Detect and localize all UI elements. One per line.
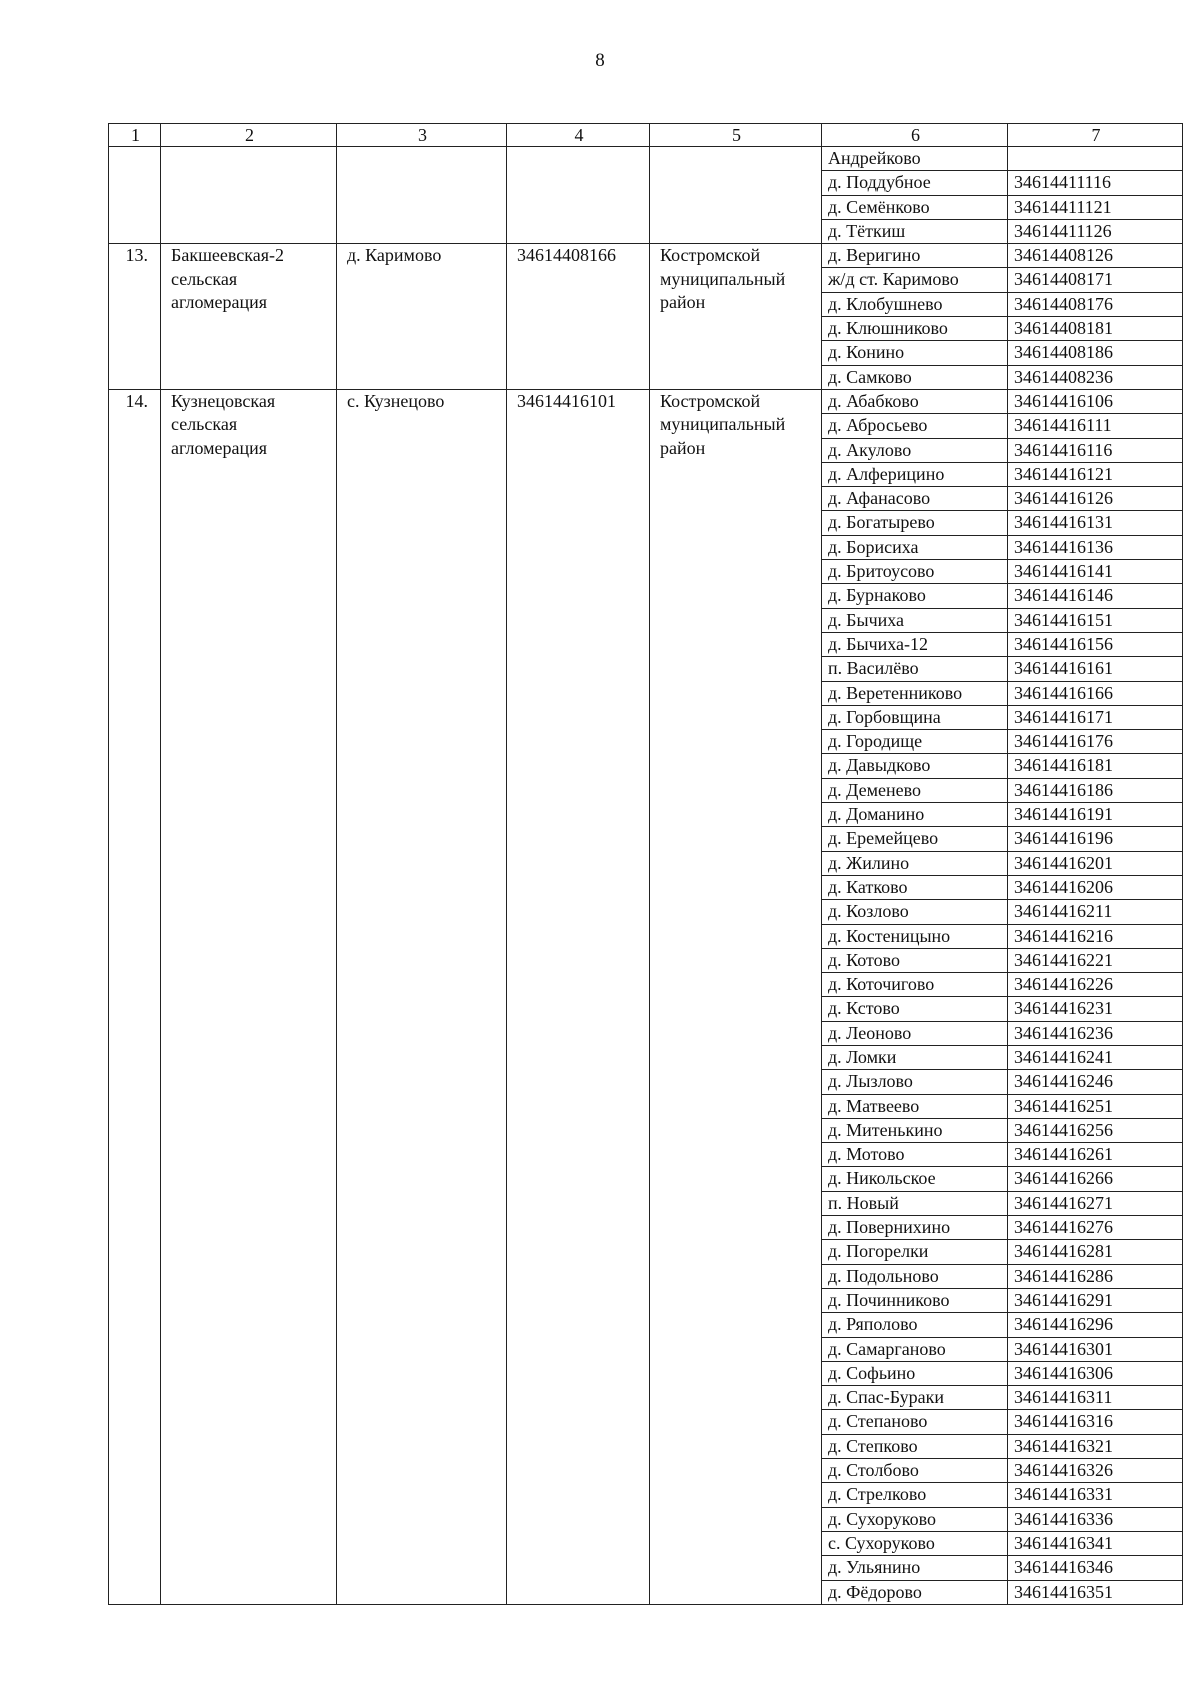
place-code-cell: 34614416321 <box>1008 1434 1183 1458</box>
place-code-cell: 34614416106 <box>1008 389 1183 413</box>
column-header: 2 <box>161 124 337 147</box>
agglomeration-center-code: 34614408166 <box>507 244 650 390</box>
place-name-cell: д. Семёнково <box>822 195 1008 219</box>
column-header: 3 <box>337 124 507 147</box>
name-cell <box>161 147 337 244</box>
table-header-row <box>109 124 1183 147</box>
place-name-cell: д. Жилино <box>822 851 1008 875</box>
place-name-cell: д. Доманино <box>822 803 1008 827</box>
place-code-cell: 34614416176 <box>1008 730 1183 754</box>
place-name-cell: д. Еремейцево <box>822 827 1008 851</box>
place-name-cell: д. Лызлово <box>822 1070 1008 1094</box>
place-name-cell: д. Ульянино <box>822 1556 1008 1580</box>
place-name-cell: д. Клюшниково <box>822 317 1008 341</box>
place-code-cell: 34614408176 <box>1008 292 1183 316</box>
place-code-cell: 34614416141 <box>1008 560 1183 584</box>
place-name-cell: д. Конино <box>822 341 1008 365</box>
place-code-cell: 34614416331 <box>1008 1483 1183 1507</box>
place-code-cell: 34614416156 <box>1008 632 1183 656</box>
place-code-cell: 34614416266 <box>1008 1167 1183 1191</box>
column-header: 6 <box>822 124 1008 147</box>
column-header: 7 <box>1008 124 1183 147</box>
place-name-cell: д. Погорелки <box>822 1240 1008 1264</box>
agglomeration-district: Костромской муниципальный район <box>650 244 822 390</box>
place-code-cell: 34614416166 <box>1008 681 1183 705</box>
place-code-cell: 34614416316 <box>1008 1410 1183 1434</box>
table-row <box>109 244 1183 268</box>
district-cell <box>650 147 822 244</box>
place-name-cell: д. Борисиха <box>822 535 1008 559</box>
place-code-cell: 34614416311 <box>1008 1386 1183 1410</box>
place-code-cell: 34614416286 <box>1008 1264 1183 1288</box>
place-name-cell: п. Новый <box>822 1191 1008 1215</box>
place-name-cell: д. Подольново <box>822 1264 1008 1288</box>
place-code-cell: 34614416241 <box>1008 1045 1183 1069</box>
agglomeration-name: Кузнецовская сельская агломерация <box>161 389 337 1604</box>
agglomeration-district: Костромской муниципальный район <box>650 389 822 1604</box>
place-name-cell: д. Абабково <box>822 389 1008 413</box>
place-code-cell: 34614416191 <box>1008 803 1183 827</box>
place-name-cell: д. Повернихино <box>822 1216 1008 1240</box>
place-name-cell: д. Бритоусово <box>822 560 1008 584</box>
place-code-cell: 34614416206 <box>1008 875 1183 899</box>
place-code-cell: 34614416301 <box>1008 1337 1183 1361</box>
place-name-cell: д. Алферицино <box>822 462 1008 486</box>
place-name-cell: д. Давыдково <box>822 754 1008 778</box>
place-name-cell: д. Клобушнево <box>822 292 1008 316</box>
place-code-cell: 34614408236 <box>1008 365 1183 389</box>
agglomeration-center-code: 34614416101 <box>507 389 650 1604</box>
place-code-cell: 34614411126 <box>1008 219 1183 243</box>
place-code-cell: 34614416216 <box>1008 924 1183 948</box>
place-code-cell: 34614416151 <box>1008 608 1183 632</box>
place-name-cell: д. Митенькино <box>822 1118 1008 1142</box>
place-code-cell: 34614416211 <box>1008 900 1183 924</box>
place-name-cell: д. Степаново <box>822 1410 1008 1434</box>
place-name-cell: ж/д ст. Каримово <box>822 268 1008 292</box>
place-code-cell: 34614411121 <box>1008 195 1183 219</box>
page-number: 8 <box>595 50 605 71</box>
place-code-cell: 34614416181 <box>1008 754 1183 778</box>
place-name-cell: д. Акулово <box>822 438 1008 462</box>
place-code-cell: 34614416131 <box>1008 511 1183 535</box>
place-code-cell: 34614416201 <box>1008 851 1183 875</box>
place-code-cell: 34614416136 <box>1008 535 1183 559</box>
table-row <box>109 389 1183 413</box>
place-code-cell: 34614416341 <box>1008 1531 1183 1555</box>
place-code-cell: 34614416236 <box>1008 1021 1183 1045</box>
place-name-cell: д. Веригино <box>822 244 1008 268</box>
place-name-cell: д. Бычиха <box>822 608 1008 632</box>
place-name-cell: с. Сухоруково <box>822 1531 1008 1555</box>
place-code-cell: 34614416196 <box>1008 827 1183 851</box>
place-name-cell: д. Тёткиш <box>822 219 1008 243</box>
place-code-cell: 34614416296 <box>1008 1313 1183 1337</box>
place-name-cell: д. Веретенниково <box>822 681 1008 705</box>
column-header: 1 <box>109 124 161 147</box>
place-name-cell: д. Кстово <box>822 997 1008 1021</box>
place-code-cell <box>1008 147 1183 171</box>
column-header: 5 <box>650 124 822 147</box>
place-code-cell: 34614416251 <box>1008 1094 1183 1118</box>
place-name-cell: д. Степково <box>822 1434 1008 1458</box>
place-name-cell: д. Горбовщина <box>822 705 1008 729</box>
place-code-cell: 34614416226 <box>1008 973 1183 997</box>
place-name-cell: Андрейково <box>822 147 1008 171</box>
place-name-cell: д. Бурнаково <box>822 584 1008 608</box>
place-name-cell: д. Коточигово <box>822 973 1008 997</box>
agglomeration-table <box>108 123 1183 1605</box>
place-code-cell: 34614416221 <box>1008 948 1183 972</box>
place-name-cell: д. Ломки <box>822 1045 1008 1069</box>
place-code-cell: 34614408171 <box>1008 268 1183 292</box>
place-name-cell: д. Афанасово <box>822 487 1008 511</box>
agglomeration-center: д. Каримово <box>337 244 507 390</box>
place-name-cell: д. Софьино <box>822 1361 1008 1385</box>
place-code-cell: 34614408126 <box>1008 244 1183 268</box>
place-name-cell: д. Матвеево <box>822 1094 1008 1118</box>
place-code-cell: 34614416161 <box>1008 657 1183 681</box>
place-code-cell: 34614416261 <box>1008 1143 1183 1167</box>
place-name-cell: д. Самково <box>822 365 1008 389</box>
column-header: 4 <box>507 124 650 147</box>
place-name-cell: д. Абросьево <box>822 414 1008 438</box>
place-name-cell: д. Богатырево <box>822 511 1008 535</box>
agglomeration-number: 13. <box>109 244 161 390</box>
place-code-cell: 34614416291 <box>1008 1288 1183 1312</box>
place-code-cell: 34614416336 <box>1008 1507 1183 1531</box>
place-name-cell: д. Котово <box>822 948 1008 972</box>
center-code-cell <box>507 147 650 244</box>
place-name-cell: д. Козлово <box>822 900 1008 924</box>
place-name-cell: д. Починниково <box>822 1288 1008 1312</box>
place-name-cell: д. Городище <box>822 730 1008 754</box>
agglomeration-name: Бакшеевская-2 сельская агломерация <box>161 244 337 390</box>
place-name-cell: д. Бычиха-12 <box>822 632 1008 656</box>
place-code-cell: 34614416326 <box>1008 1459 1183 1483</box>
place-code-cell: 34614416246 <box>1008 1070 1183 1094</box>
place-code-cell: 34614416306 <box>1008 1361 1183 1385</box>
agglomeration-number: 14. <box>109 389 161 1604</box>
place-name-cell: д. Никольское <box>822 1167 1008 1191</box>
place-name-cell: д. Леоново <box>822 1021 1008 1045</box>
place-code-cell: 34614416126 <box>1008 487 1183 511</box>
place-name-cell: д. Костеницыно <box>822 924 1008 948</box>
place-name-cell: д. Сухоруково <box>822 1507 1008 1531</box>
place-code-cell: 34614408181 <box>1008 317 1183 341</box>
place-name-cell: д. Поддубное <box>822 171 1008 195</box>
place-code-cell: 34614416351 <box>1008 1580 1183 1604</box>
table-row <box>109 147 1183 171</box>
place-code-cell: 34614416186 <box>1008 778 1183 802</box>
place-name-cell: д. Самарганово <box>822 1337 1008 1361</box>
place-code-cell: 34614416281 <box>1008 1240 1183 1264</box>
place-name-cell: д. Катково <box>822 875 1008 899</box>
place-name-cell: д. Спас-Бураки <box>822 1386 1008 1410</box>
place-code-cell: 34614416271 <box>1008 1191 1183 1215</box>
place-name-cell: д. Фёдорово <box>822 1580 1008 1604</box>
place-code-cell: 34614408186 <box>1008 341 1183 365</box>
place-name-cell: п. Василёво <box>822 657 1008 681</box>
num-cell <box>109 147 161 244</box>
place-name-cell: д. Стрелково <box>822 1483 1008 1507</box>
place-name-cell: д. Столбово <box>822 1459 1008 1483</box>
place-code-cell: 34614416146 <box>1008 584 1183 608</box>
place-code-cell: 34614416171 <box>1008 705 1183 729</box>
place-name-cell: д. Деменево <box>822 778 1008 802</box>
center-cell <box>337 147 507 244</box>
place-code-cell: 34614416231 <box>1008 997 1183 1021</box>
place-code-cell: 34614416276 <box>1008 1216 1183 1240</box>
place-code-cell: 34614416346 <box>1008 1556 1183 1580</box>
place-code-cell: 34614416111 <box>1008 414 1183 438</box>
place-name-cell: д. Ряполово <box>822 1313 1008 1337</box>
agglomeration-center: с. Кузнецово <box>337 389 507 1604</box>
place-code-cell: 34614416116 <box>1008 438 1183 462</box>
place-code-cell: 34614416256 <box>1008 1118 1183 1142</box>
place-code-cell: 34614411116 <box>1008 171 1183 195</box>
place-code-cell: 34614416121 <box>1008 462 1183 486</box>
place-name-cell: д. Мотово <box>822 1143 1008 1167</box>
